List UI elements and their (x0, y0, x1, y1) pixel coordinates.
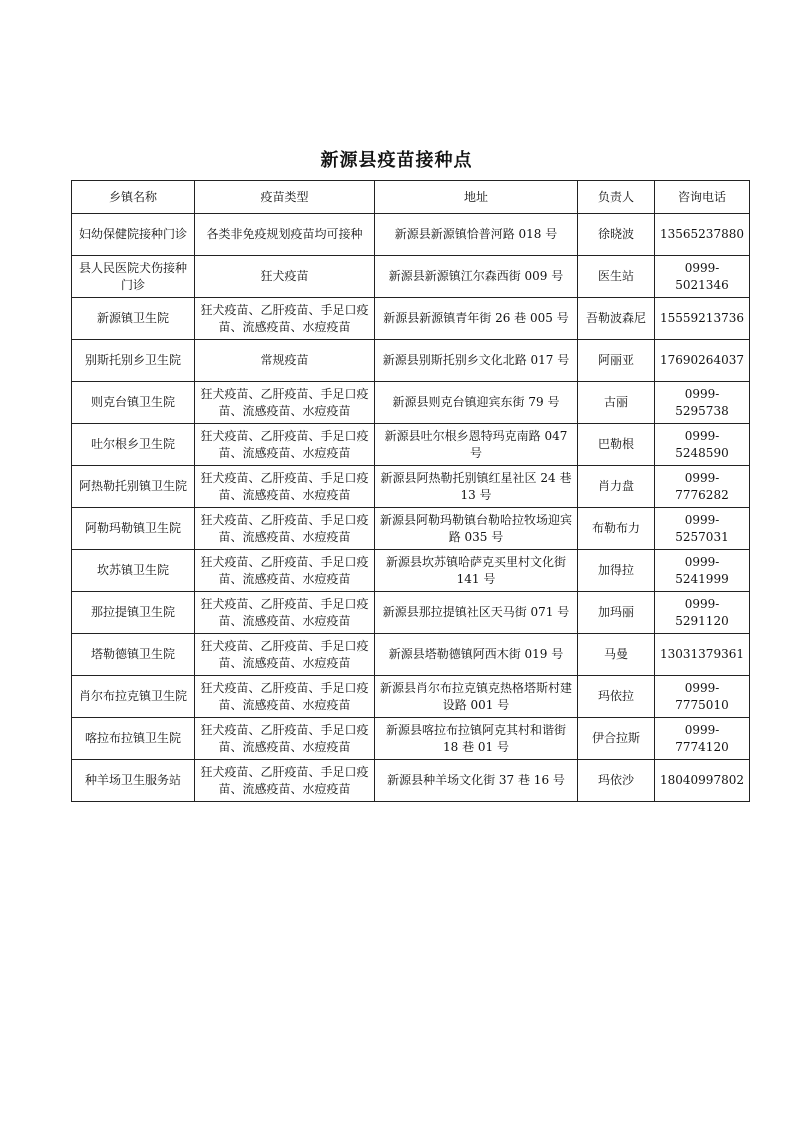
vaccine-type: 各类非免疫规划疫苗均可接种 (195, 214, 375, 256)
column-header-contact-person: 负责人 (578, 181, 655, 214)
site-name: 肖尔布拉克镇卫生院 (72, 676, 195, 718)
page-title: 新源县疫苗接种点 (320, 150, 473, 171)
table-row (72, 676, 750, 718)
site-address: 新源县别斯托别乡文化北路 017 号 (375, 340, 578, 382)
vaccine-type: 狂犬疫苗、乙肝疫苗、手足口疫苗、流感疫苗、水痘疫苗 (195, 676, 375, 718)
column-header-vaccine-type: 疫苗类型 (195, 181, 375, 214)
contact-person: 吾勒波森尼 (578, 298, 655, 340)
contact-person: 玛依沙 (578, 760, 655, 802)
table-row (72, 466, 750, 508)
table-row (72, 424, 750, 466)
column-header-address: 地址 (375, 181, 578, 214)
vaccine-type: 狂犬疫苗、乙肝疫苗、手足口疫苗、流感疫苗、水痘疫苗 (195, 298, 375, 340)
contact-person: 徐晓波 (578, 214, 655, 256)
vaccine-type: 狂犬疫苗、乙肝疫苗、手足口疫苗、流感疫苗、水痘疫苗 (195, 508, 375, 550)
site-name: 新源镇卫生院 (72, 298, 195, 340)
table-row (72, 340, 750, 382)
site-address: 新源县种羊场文化街 37 巷 16 号 (375, 760, 578, 802)
site-address: 新源县则克台镇迎宾东街 79 号 (375, 382, 578, 424)
site-name: 别斯托别乡卫生院 (72, 340, 195, 382)
contact-person: 医生站 (578, 256, 655, 298)
contact-person: 阿丽亚 (578, 340, 655, 382)
table-row (72, 298, 750, 340)
table-row (72, 718, 750, 760)
vaccine-type: 狂犬疫苗、乙肝疫苗、手足口疫苗、流感疫苗、水痘疫苗 (195, 382, 375, 424)
site-address: 新源县新源镇恰普河路 018 号 (375, 214, 578, 256)
table-row (72, 592, 750, 634)
vaccine-type: 狂犬疫苗、乙肝疫苗、手足口疫苗、流感疫苗、水痘疫苗 (195, 466, 375, 508)
site-name: 则克台镇卫生院 (72, 382, 195, 424)
vaccine-type: 狂犬疫苗、乙肝疫苗、手足口疫苗、流感疫苗、水痘疫苗 (195, 634, 375, 676)
vaccine-type: 狂犬疫苗 (195, 256, 375, 298)
table-row (72, 550, 750, 592)
contact-person: 布勒布力 (578, 508, 655, 550)
vaccination-sites-table (71, 180, 750, 802)
site-address: 新源县喀拉布拉镇阿克其村和谐街 18 巷 01 号 (375, 718, 578, 760)
site-name: 那拉提镇卫生院 (72, 592, 195, 634)
contact-person: 古丽 (578, 382, 655, 424)
column-header-phone: 咨询电话 (655, 181, 750, 214)
contact-person: 马曼 (578, 634, 655, 676)
table-row (72, 382, 750, 424)
site-address: 新源县肖尔布拉克镇克热格塔斯村建设路 001 号 (375, 676, 578, 718)
contact-person: 玛依拉 (578, 676, 655, 718)
site-address: 新源县那拉提镇社区天马街 071 号 (375, 592, 578, 634)
vaccine-type: 狂犬疫苗、乙肝疫苗、手足口疫苗、流感疫苗、水痘疫苗 (195, 550, 375, 592)
table-row (72, 508, 750, 550)
site-address: 新源县阿勒玛勒镇台勒哈拉牧场迎宾路 035 号 (375, 508, 578, 550)
table-header-row (72, 181, 750, 214)
vaccine-type: 常规疫苗 (195, 340, 375, 382)
contact-phone: 0999-7776282 (655, 466, 750, 508)
contact-person: 伊合拉斯 (578, 718, 655, 760)
site-address: 新源县新源镇江尔森西街 009 号 (375, 256, 578, 298)
contact-phone: 13565237880 (655, 214, 750, 256)
site-name: 阿勒玛勒镇卫生院 (72, 508, 195, 550)
site-name: 妇幼保健院接种门诊 (72, 214, 195, 256)
site-address: 新源县新源镇青年街 26 巷 005 号 (375, 298, 578, 340)
contact-phone: 0999-5295738 (655, 382, 750, 424)
contact-phone: 0999-5241999 (655, 550, 750, 592)
contact-phone: 17690264037 (655, 340, 750, 382)
site-name: 吐尔根乡卫生院 (72, 424, 195, 466)
contact-phone: 0999-7774120 (655, 718, 750, 760)
table-row (72, 634, 750, 676)
table-row (72, 256, 750, 298)
site-name: 阿热勒托别镇卫生院 (72, 466, 195, 508)
vaccine-type: 狂犬疫苗、乙肝疫苗、手足口疫苗、流感疫苗、水痘疫苗 (195, 718, 375, 760)
contact-phone: 0999-5257031 (655, 508, 750, 550)
site-address: 新源县坎苏镇哈萨克买里村文化街 141 号 (375, 550, 578, 592)
site-name: 坎苏镇卫生院 (72, 550, 195, 592)
site-address: 新源县阿热勒托别镇红星社区 24 巷 13 号 (375, 466, 578, 508)
contact-phone: 0999-5291120 (655, 592, 750, 634)
vaccine-type: 狂犬疫苗、乙肝疫苗、手足口疫苗、流感疫苗、水痘疫苗 (195, 592, 375, 634)
table-row (72, 760, 750, 802)
column-header-township: 乡镇名称 (72, 181, 195, 214)
contact-person: 加得拉 (578, 550, 655, 592)
vaccine-type: 狂犬疫苗、乙肝疫苗、手足口疫苗、流感疫苗、水痘疫苗 (195, 760, 375, 802)
contact-phone: 0999-7775010 (655, 676, 750, 718)
site-name: 县人民医院犬伤接种门诊 (72, 256, 195, 298)
contact-phone: 18040997802 (655, 760, 750, 802)
contact-person: 肖力盘 (578, 466, 655, 508)
contact-phone: 0999-5021346 (655, 256, 750, 298)
site-address: 新源县吐尔根乡恩特玛克南路 047 号 (375, 424, 578, 466)
site-name: 种羊场卫生服务站 (72, 760, 195, 802)
contact-person: 加玛丽 (578, 592, 655, 634)
site-address: 新源县塔勒德镇阿西木街 019 号 (375, 634, 578, 676)
contact-phone: 13031379361 (655, 634, 750, 676)
site-name: 塔勒德镇卫生院 (72, 634, 195, 676)
contact-person: 巴勒根 (578, 424, 655, 466)
vaccine-type: 狂犬疫苗、乙肝疫苗、手足口疫苗、流感疫苗、水痘疫苗 (195, 424, 375, 466)
contact-phone: 15559213736 (655, 298, 750, 340)
contact-phone: 0999-5248590 (655, 424, 750, 466)
site-name: 喀拉布拉镇卫生院 (72, 718, 195, 760)
table-row (72, 214, 750, 256)
